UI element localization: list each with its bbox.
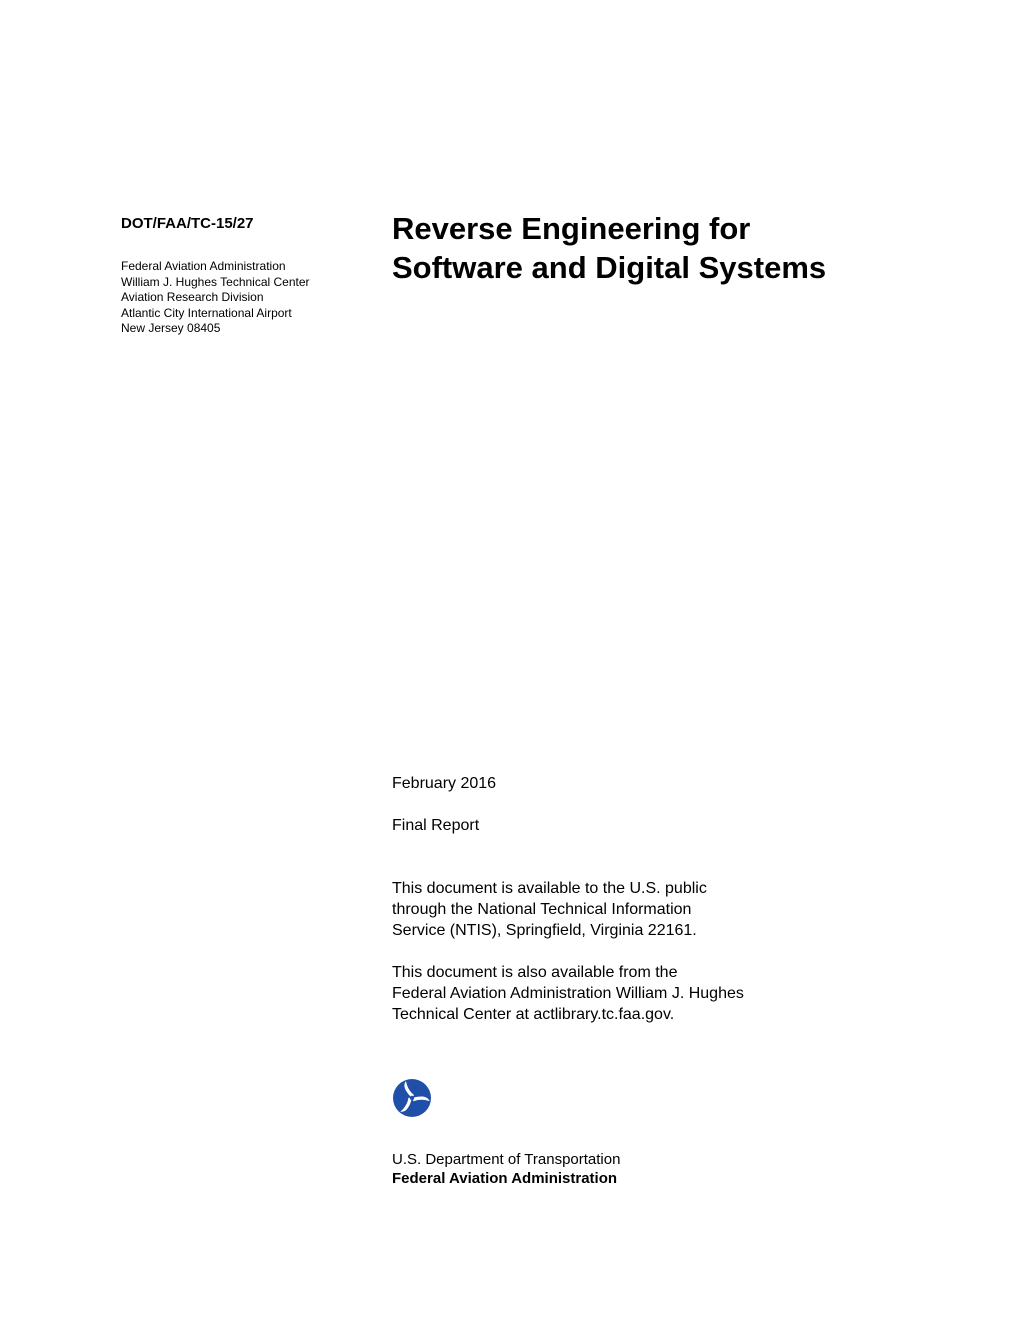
footer-block [392,1150,620,1188]
address-line: William J. Hughes Technical Center [121,274,310,289]
address-line: Atlantic City International Airport [121,305,292,320]
availability-line: Technical Center at actlibrary.tc.faa.gov. [392,1006,675,1023]
issuing-address [121,259,310,337]
agency-name: Federal Aviation Administration [392,1170,618,1187]
availability-faa [392,962,744,1025]
availability-line: through the National Technical Information [392,901,692,918]
dot-triskelion-logo-icon [392,1078,432,1118]
availability-line: Federal Aviation Administration William J. Hughes [392,985,744,1002]
report-type: Final Report [392,817,480,834]
address-line: Federal Aviation Administration [121,259,286,273]
title-line: Reverse Engineering for [392,211,751,246]
report-date: February 2016 [392,775,497,792]
department-name: U.S. Department of Transportation [392,1151,621,1168]
availability-line: This document is available to the U.S. public [392,880,707,897]
address-line: Aviation Research Division [121,290,264,304]
report-number: DOT/FAA/TC-15/27 [121,215,254,232]
availability-ntis [392,878,707,941]
title-line: Software and Digital Systems [392,250,827,285]
availability-line: Service (NTIS), Springfield, Virginia 22161. [392,922,697,939]
availability-line: This document is also available from the [392,964,678,981]
document-title [392,209,826,287]
address-line: New Jersey 08405 [121,321,221,335]
